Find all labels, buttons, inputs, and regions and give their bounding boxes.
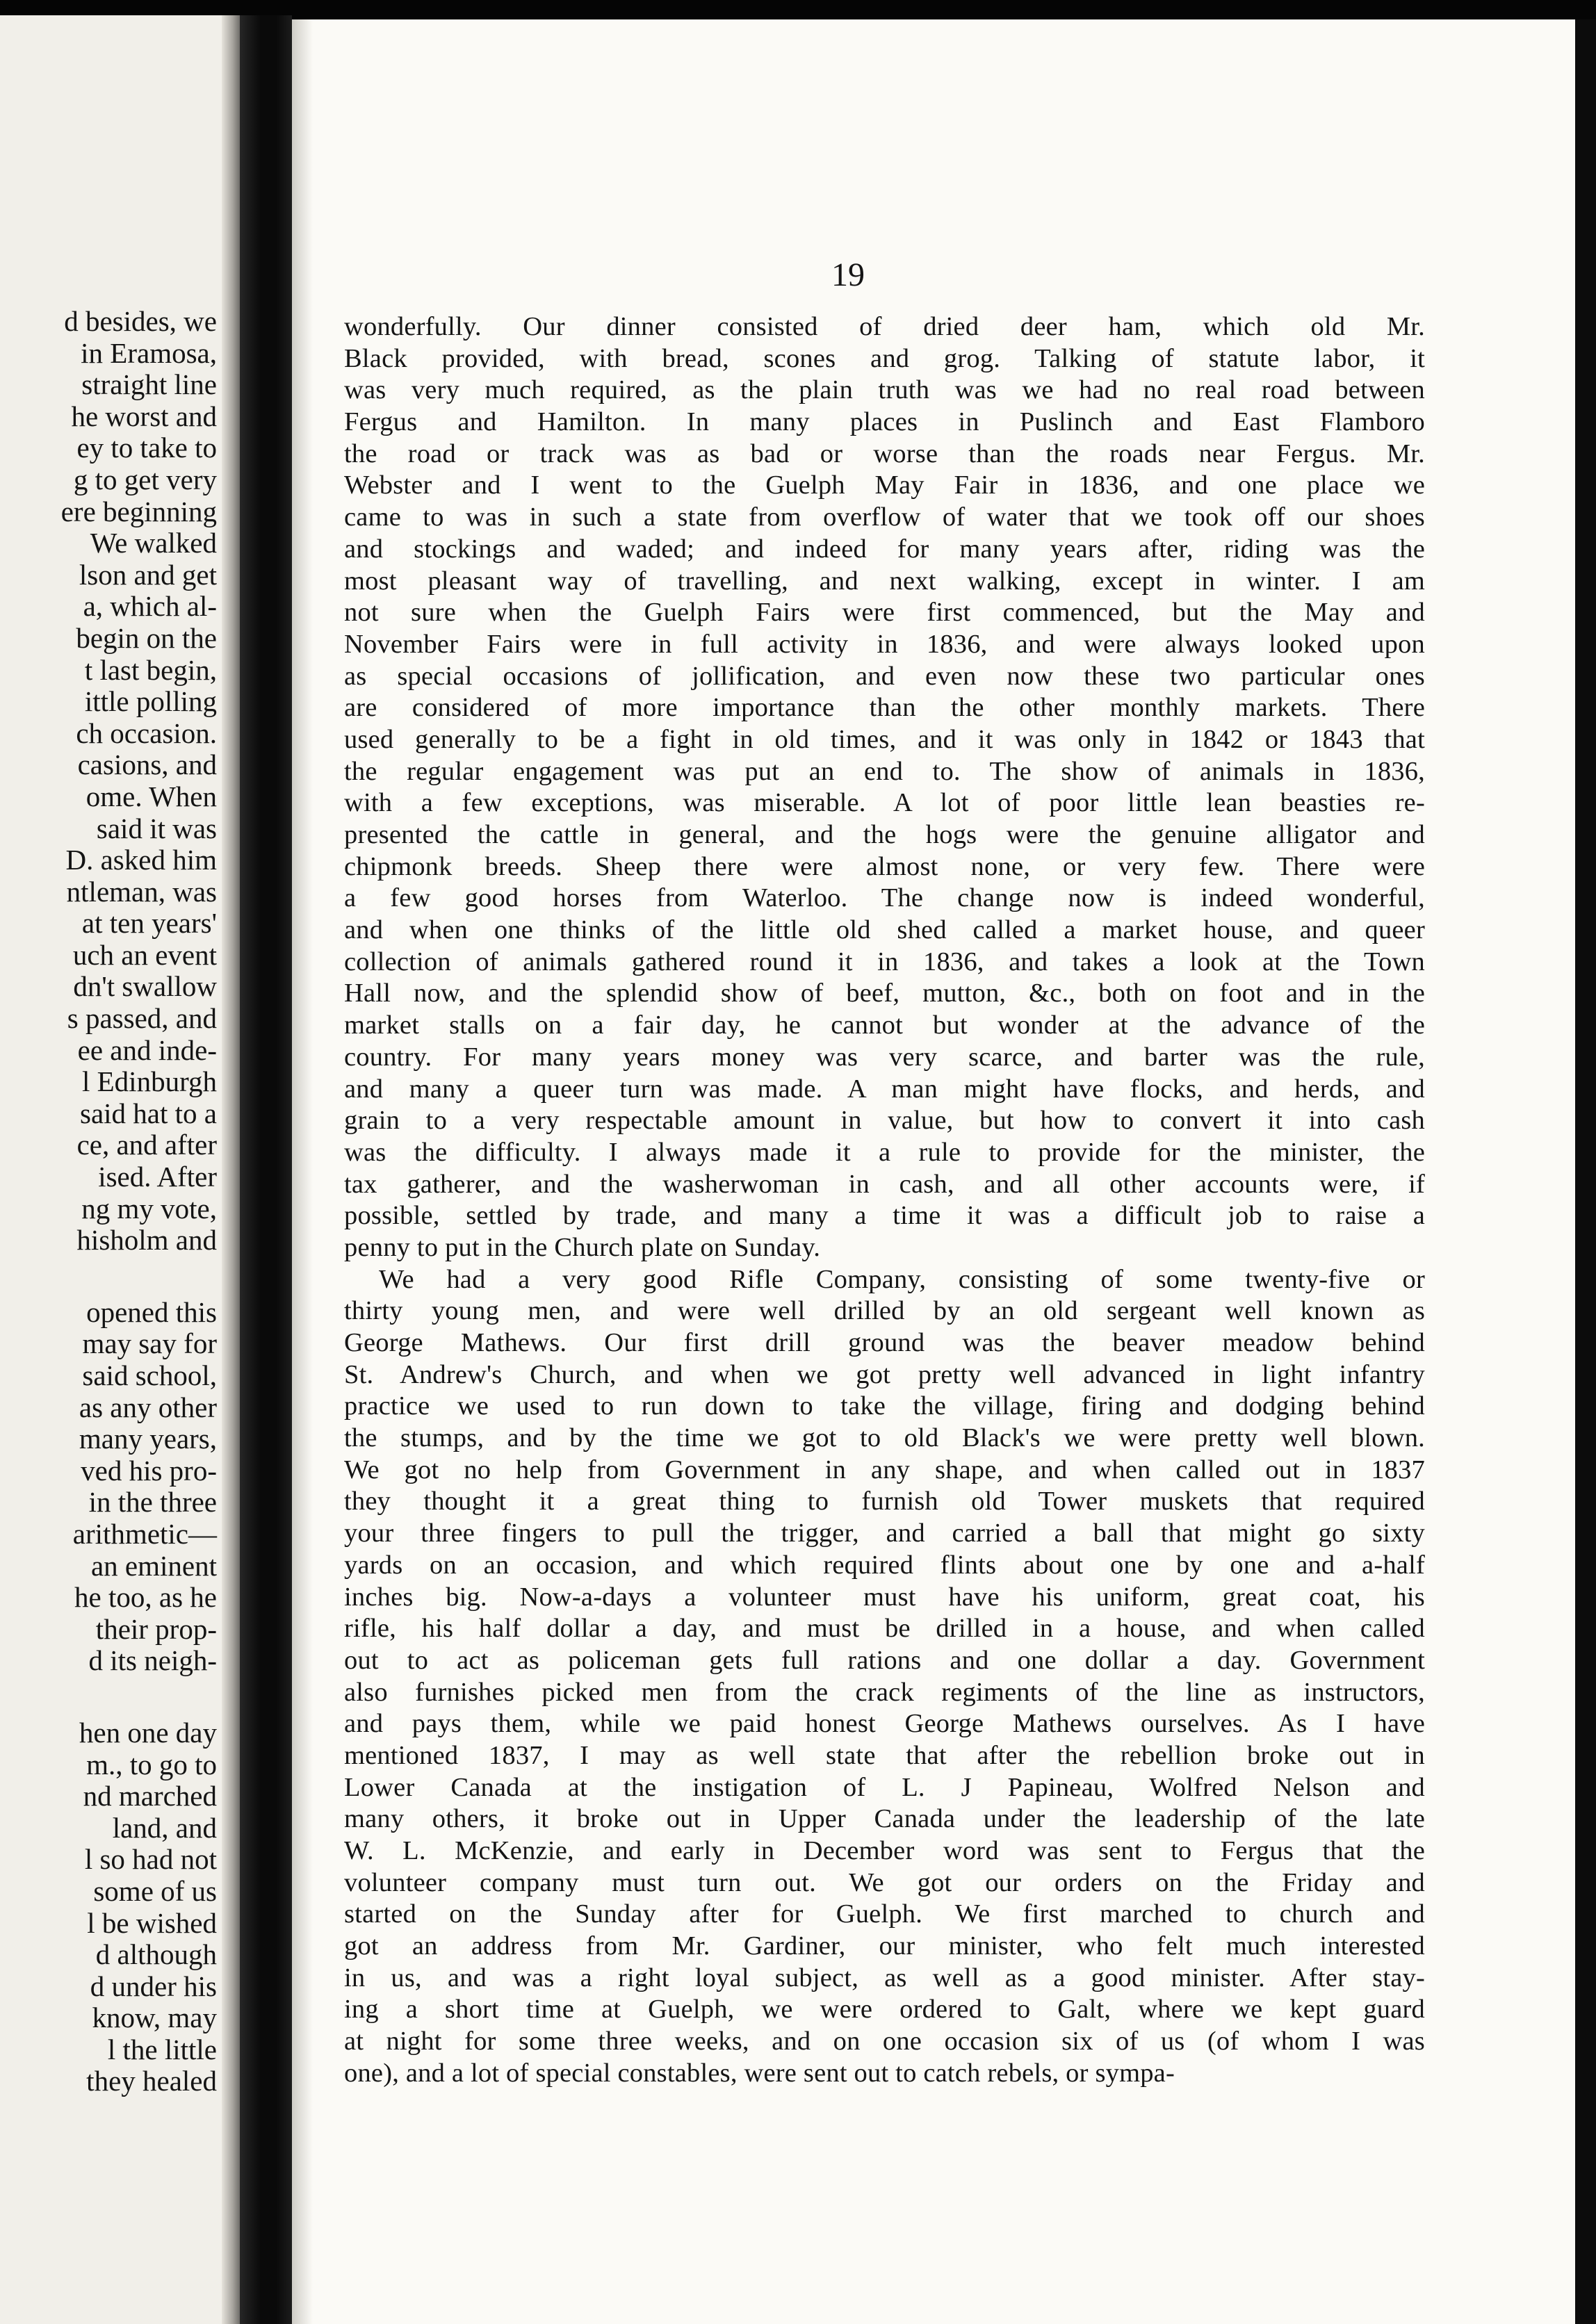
left-page-line: hen one day: [79, 1716, 217, 1749]
body-text-line: a few good horses from Waterloo. The change now is indeed wonderful,: [344, 883, 1425, 913]
body-text-line: Fergus and Hamilton. In many places in Puslinch and East Flamboro: [344, 407, 1425, 437]
left-page-line: s passed, and: [67, 1002, 217, 1035]
left-page-line: dn't swallow: [73, 970, 217, 1003]
left-page-line: ittle polling: [84, 685, 217, 718]
body-text-line: also furnishes picked men from the crack regiments of the line as instructors,: [344, 1677, 1425, 1707]
left-page-paragraph-gap: [0, 1257, 217, 1297]
body-text-line: practice we used to run down to take the village, firing and dodging behind: [344, 1391, 1425, 1421]
body-text-line: volunteer company must turn out. We got our orders on the Friday and: [344, 1867, 1425, 1897]
body-text-line: got an address from Mr. Gardiner, our minister, who felt much interested: [344, 1931, 1425, 1961]
left-page-line: said school,: [82, 1359, 217, 1391]
body-text-line: mentioned 1837, I may as well state that after the rebellion broke out in: [344, 1740, 1425, 1770]
body-text-line: the regular engagement was put an end to. The show of animals in 1836,: [344, 756, 1425, 786]
left-page-line: ee and inde-: [77, 1033, 217, 1066]
body-text-line: Webster and I went to the Guelph May Fair in 1836, and one place we: [344, 470, 1425, 500]
left-page-line: d under his: [90, 1970, 217, 2002]
body-text-line: your three fingers to pull the trigger, and carried a ball that might go sixty: [344, 1519, 1425, 1548]
body-text-line: many others, it broke out in Upper Canada under the leadership of the late: [344, 1804, 1425, 1834]
left-page-line: lson and get: [79, 558, 217, 591]
body-text-line: W. L. McKenzie, and early in December word was sent to Fergus that the: [344, 1836, 1425, 1865]
body-text-line: used generally to be a fight in old times, and it was only in 1842 or 1843 that: [344, 724, 1425, 754]
left-page-line: at ten years': [81, 907, 217, 940]
left-page-line: ntleman, was: [66, 875, 217, 908]
left-page-line: an eminent: [90, 1549, 217, 1582]
left-page-paragraph-gap: [0, 1677, 217, 1717]
body-text-line: was very much required, as the plain truth was we had no real road between: [344, 375, 1425, 405]
body-text-line: market stalls on a fair day, he cannot but wonder at the advance of the: [344, 1010, 1425, 1040]
body-text-line: was the difficulty. I always made it a rule to provide for the minister, the: [344, 1137, 1425, 1167]
scan-border-right: [1575, 19, 1596, 2324]
left-page-line: uch an event: [72, 938, 217, 971]
left-page-line: he too, as he: [74, 1581, 217, 1614]
left-page-line: they healed: [86, 2065, 217, 2097]
left-page-line: in the three: [88, 1486, 217, 1519]
left-page-line: straight line: [81, 368, 217, 401]
body-text-line: chipmonk breeds. Sheep there were almost none, or very few. There were: [344, 851, 1425, 881]
right-page-gutter-shade: [292, 19, 313, 2324]
page-number: 19: [831, 256, 865, 293]
body-text-line: out to act as policeman gets full rations and one dollar a day. Government: [344, 1645, 1425, 1675]
left-page-line: arithmetic—: [72, 1517, 217, 1550]
left-page-line: l so had not: [84, 1843, 217, 1876]
left-page-line: ce, and after: [76, 1129, 217, 1161]
page-body-text: [344, 311, 1425, 2090]
left-page-line: ch occasion.: [76, 717, 217, 749]
body-text-line: presented the cattle in general, and the hogs were the genuine alligator and: [344, 820, 1425, 849]
left-page-line: hisholm and: [76, 1224, 217, 1257]
body-text-line: they thought it a great thing to furnish old Tower muskets that required: [344, 1487, 1425, 1516]
body-text-line: tax gatherer, and the washerwoman in cash, and all other accounts were, if: [344, 1169, 1425, 1199]
body-text-line: ing a short time at Guelph, we were ordered to Galt, where we kept guard: [344, 1995, 1425, 2024]
body-text-line: most pleasant way of travelling, and next walking, except in winter. I am: [344, 566, 1425, 596]
right-page: [292, 19, 1575, 2324]
left-page-line: he worst and: [71, 400, 217, 432]
left-page-line: opened this: [86, 1295, 217, 1328]
body-text-line: are considered of more importance than the other monthly markets. There: [344, 693, 1425, 723]
left-page-line: ome. When: [86, 780, 217, 812]
body-text-line: and stockings and waded; and indeed for many years after, riding was the: [344, 534, 1425, 564]
body-text-line: as special occasions of jollification, and even now these two particular ones: [344, 661, 1425, 691]
left-page-line: g to get very: [73, 463, 217, 496]
body-text-line: country. For many years money was very scarce, and barter was the rule,: [344, 1042, 1425, 1072]
left-page-line: d although: [95, 1938, 217, 1971]
body-text-line: the stumps, and by the time we got to old Black's we were pretty well blown.: [344, 1423, 1425, 1453]
body-text-line: the road or track was as bad or worse than the roads near Fergus. Mr.: [344, 439, 1425, 468]
body-text-line: yards on an occasion, and which required flints about one by one and a-half: [344, 1550, 1425, 1580]
left-page-line: casions, and: [77, 748, 217, 781]
body-text-line: St. Andrew's Church, and when we got pretty well advanced in light infantry: [344, 1359, 1425, 1389]
left-page-gutter-shadow: [222, 15, 240, 2324]
left-page-line: d besides, we: [64, 305, 217, 337]
body-text-line: rifle, his half dollar a day, and must be drilled in a house, and when called: [344, 1614, 1425, 1644]
body-text-line: We got no help from Government in any shape, and when called out in 1837: [344, 1455, 1425, 1484]
body-text-line: November Fairs were in full activity in 1836, and were always looked upon: [344, 629, 1425, 659]
left-page-line: may say for: [82, 1327, 217, 1360]
left-page-line: know, may: [92, 2002, 217, 2034]
body-text-line: not sure when the Guelph Fairs were first commenced, but the May and: [344, 598, 1425, 628]
body-text-line: We had a very good Rifle Company, consisting of some twenty-five or: [379, 1264, 1425, 1294]
left-page-line: said hat to a: [80, 1097, 217, 1129]
left-page-line: ng my vote,: [81, 1192, 217, 1225]
body-text-line: thirty young men, and were well drilled by an old sergeant well known as: [344, 1296, 1425, 1326]
body-text-line: at night for some three weeks, and on one occasion six of us (of whom I was: [344, 2027, 1425, 2056]
left-page-line: said it was: [96, 812, 217, 844]
body-text-line: and pays them, while we paid honest George Mathews ourselves. As I have: [344, 1709, 1425, 1739]
left-page-line: ey to take to: [76, 432, 217, 464]
left-page-line: t last begin,: [84, 653, 217, 686]
body-text-line: started on the Sunday after for Guelph. We first marched to church and: [344, 1899, 1425, 1929]
left-page-line: m., to go to: [86, 1748, 217, 1781]
left-page-line: We walked: [90, 527, 217, 559]
body-text-line: came to was in such a state from overflow of water that we took off our shoes: [344, 502, 1425, 532]
body-text-line: Lower Canada at the instigation of L. J Papineau, Wolfred Nelson and: [344, 1772, 1425, 1802]
left-page-line: begin on the: [76, 621, 217, 654]
left-page-line: ved his pro-: [81, 1454, 217, 1487]
body-text-line: wonderfully. Our dinner consisted of dried deer ham, which old Mr.: [344, 312, 1425, 341]
left-page-line: in Eramosa,: [81, 336, 217, 369]
left-page-line: a, which al-: [83, 590, 217, 623]
body-text-line: Black provided, with bread, scones and grog. Talking of statute labor, it: [344, 343, 1425, 373]
left-page-line: D. asked him: [65, 844, 217, 876]
body-text-line: and many a queer turn was made. A man might have flocks, and herds, and: [344, 1074, 1425, 1104]
left-page-line: many years,: [79, 1423, 217, 1455]
left-page-line: ised. After: [98, 1161, 217, 1193]
left-page-line: ere beginning: [60, 495, 217, 527]
left-page-line: l be wished: [87, 1906, 217, 1939]
body-text-line: with a few exceptions, was miserable. A lot of poor little lean beasties re-: [344, 788, 1425, 818]
body-text-line: in us, and was a right loyal subject, as well as a good minister. After stay-: [344, 1963, 1425, 1992]
body-text-line: and when one thinks of the little old shed called a market house, and queer: [344, 915, 1425, 945]
body-text-line: penny to put in the Church plate on Sunday.: [344, 1232, 821, 1262]
left-page-text-fragments: [0, 306, 217, 2097]
body-text-line: collection of animals gathered round it in 1836, and takes a look at the Town: [344, 947, 1425, 976]
book-spine-shadow: [240, 15, 292, 2324]
left-page-line: as any other: [79, 1391, 217, 1423]
body-text-line: inches big. Now-a-days a volunteer must have his uniform, great coat, his: [344, 1582, 1425, 1612]
left-page-line: l Edinburgh: [82, 1065, 217, 1098]
body-text-line: Hall now, and the splendid show of beef, mutton, &c., both on foot and in the: [344, 979, 1425, 1008]
left-page-line: nd marched: [83, 1780, 217, 1812]
left-page-line: their prop-: [95, 1612, 217, 1645]
body-text-line: possible, settled by trade, and many a time it was a difficult job to raise a: [344, 1201, 1425, 1231]
body-text-line: George Mathews. Our first drill ground was the beaver meadow behind: [344, 1328, 1425, 1357]
left-page-line: l the little: [107, 2033, 217, 2065]
body-text-line: grain to a very respectable amount in value, but how to convert it into cash: [344, 1106, 1425, 1136]
body-text-line: one), and a lot of special constables, were sent out to catch rebels, or sympa-: [344, 2058, 1175, 2088]
left-facing-page: [0, 15, 240, 2324]
left-page-line: d its neigh-: [88, 1644, 217, 1677]
left-page-line: land, and: [112, 1811, 217, 1844]
left-page-line: some of us: [93, 1874, 217, 1907]
